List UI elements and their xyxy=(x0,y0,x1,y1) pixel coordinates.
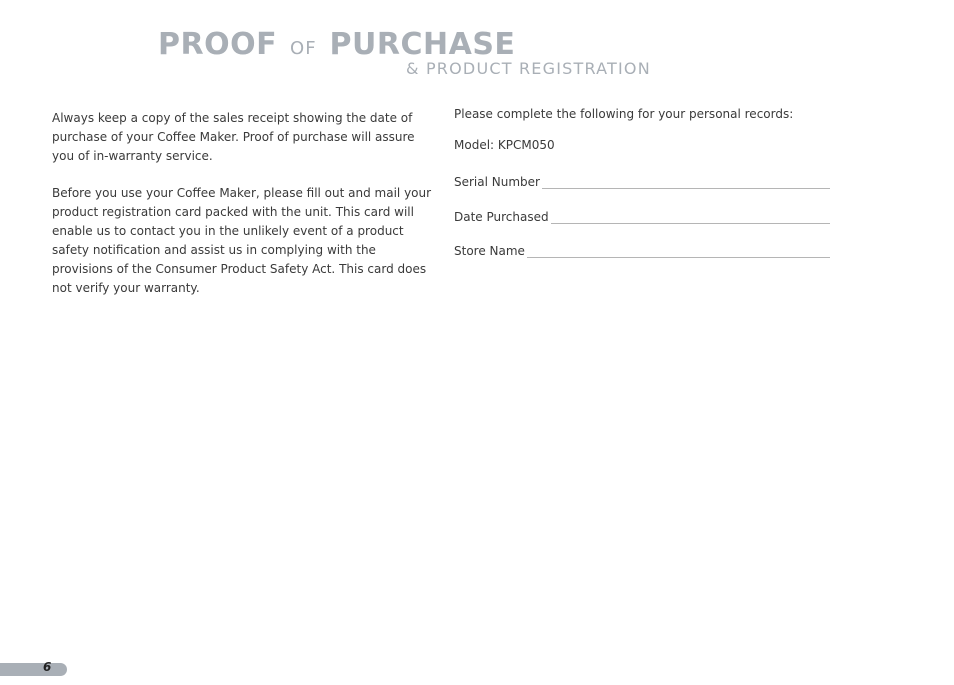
serial-number-label: Serial Number xyxy=(454,175,540,189)
receipt-paragraph: Always keep a copy of the sales receipt showing the date of purchase of your Coffee Maker. Proof of purchase will assure you of in-warranty service. xyxy=(52,111,415,163)
title-word-of: OF xyxy=(290,38,317,59)
date-purchased-line xyxy=(551,209,830,224)
left-column xyxy=(52,109,432,316)
store-name-field[interactable] xyxy=(454,243,830,258)
page-number-tab xyxy=(0,663,67,676)
page-subtitle: & PRODUCT REGISTRATION xyxy=(406,59,651,78)
title-word-purchase: PURCHASE xyxy=(329,27,516,62)
store-name-line xyxy=(527,243,830,258)
serial-number-line xyxy=(542,174,830,189)
page-number: 6 xyxy=(43,660,52,674)
date-purchased-label: Date Purchased xyxy=(454,210,549,224)
title-word-proof: PROOF xyxy=(158,27,278,62)
store-name-label: Store Name xyxy=(454,244,525,258)
date-purchased-field[interactable] xyxy=(454,209,830,224)
serial-number-field[interactable] xyxy=(454,174,830,189)
registration-paragraph: Before you use your Coffee Maker, please fill out and mail your product registration card packed with the unit. This card will enable us to contact you in the unlikely event of a product safety notification and assist us in complying with the provisions of the Consumer Product Safety Act. This card does not verify your warranty. xyxy=(52,186,432,295)
model-number: Model: KPCM050 xyxy=(454,138,555,152)
records-intro: Please complete the following for your personal records: xyxy=(454,107,794,121)
